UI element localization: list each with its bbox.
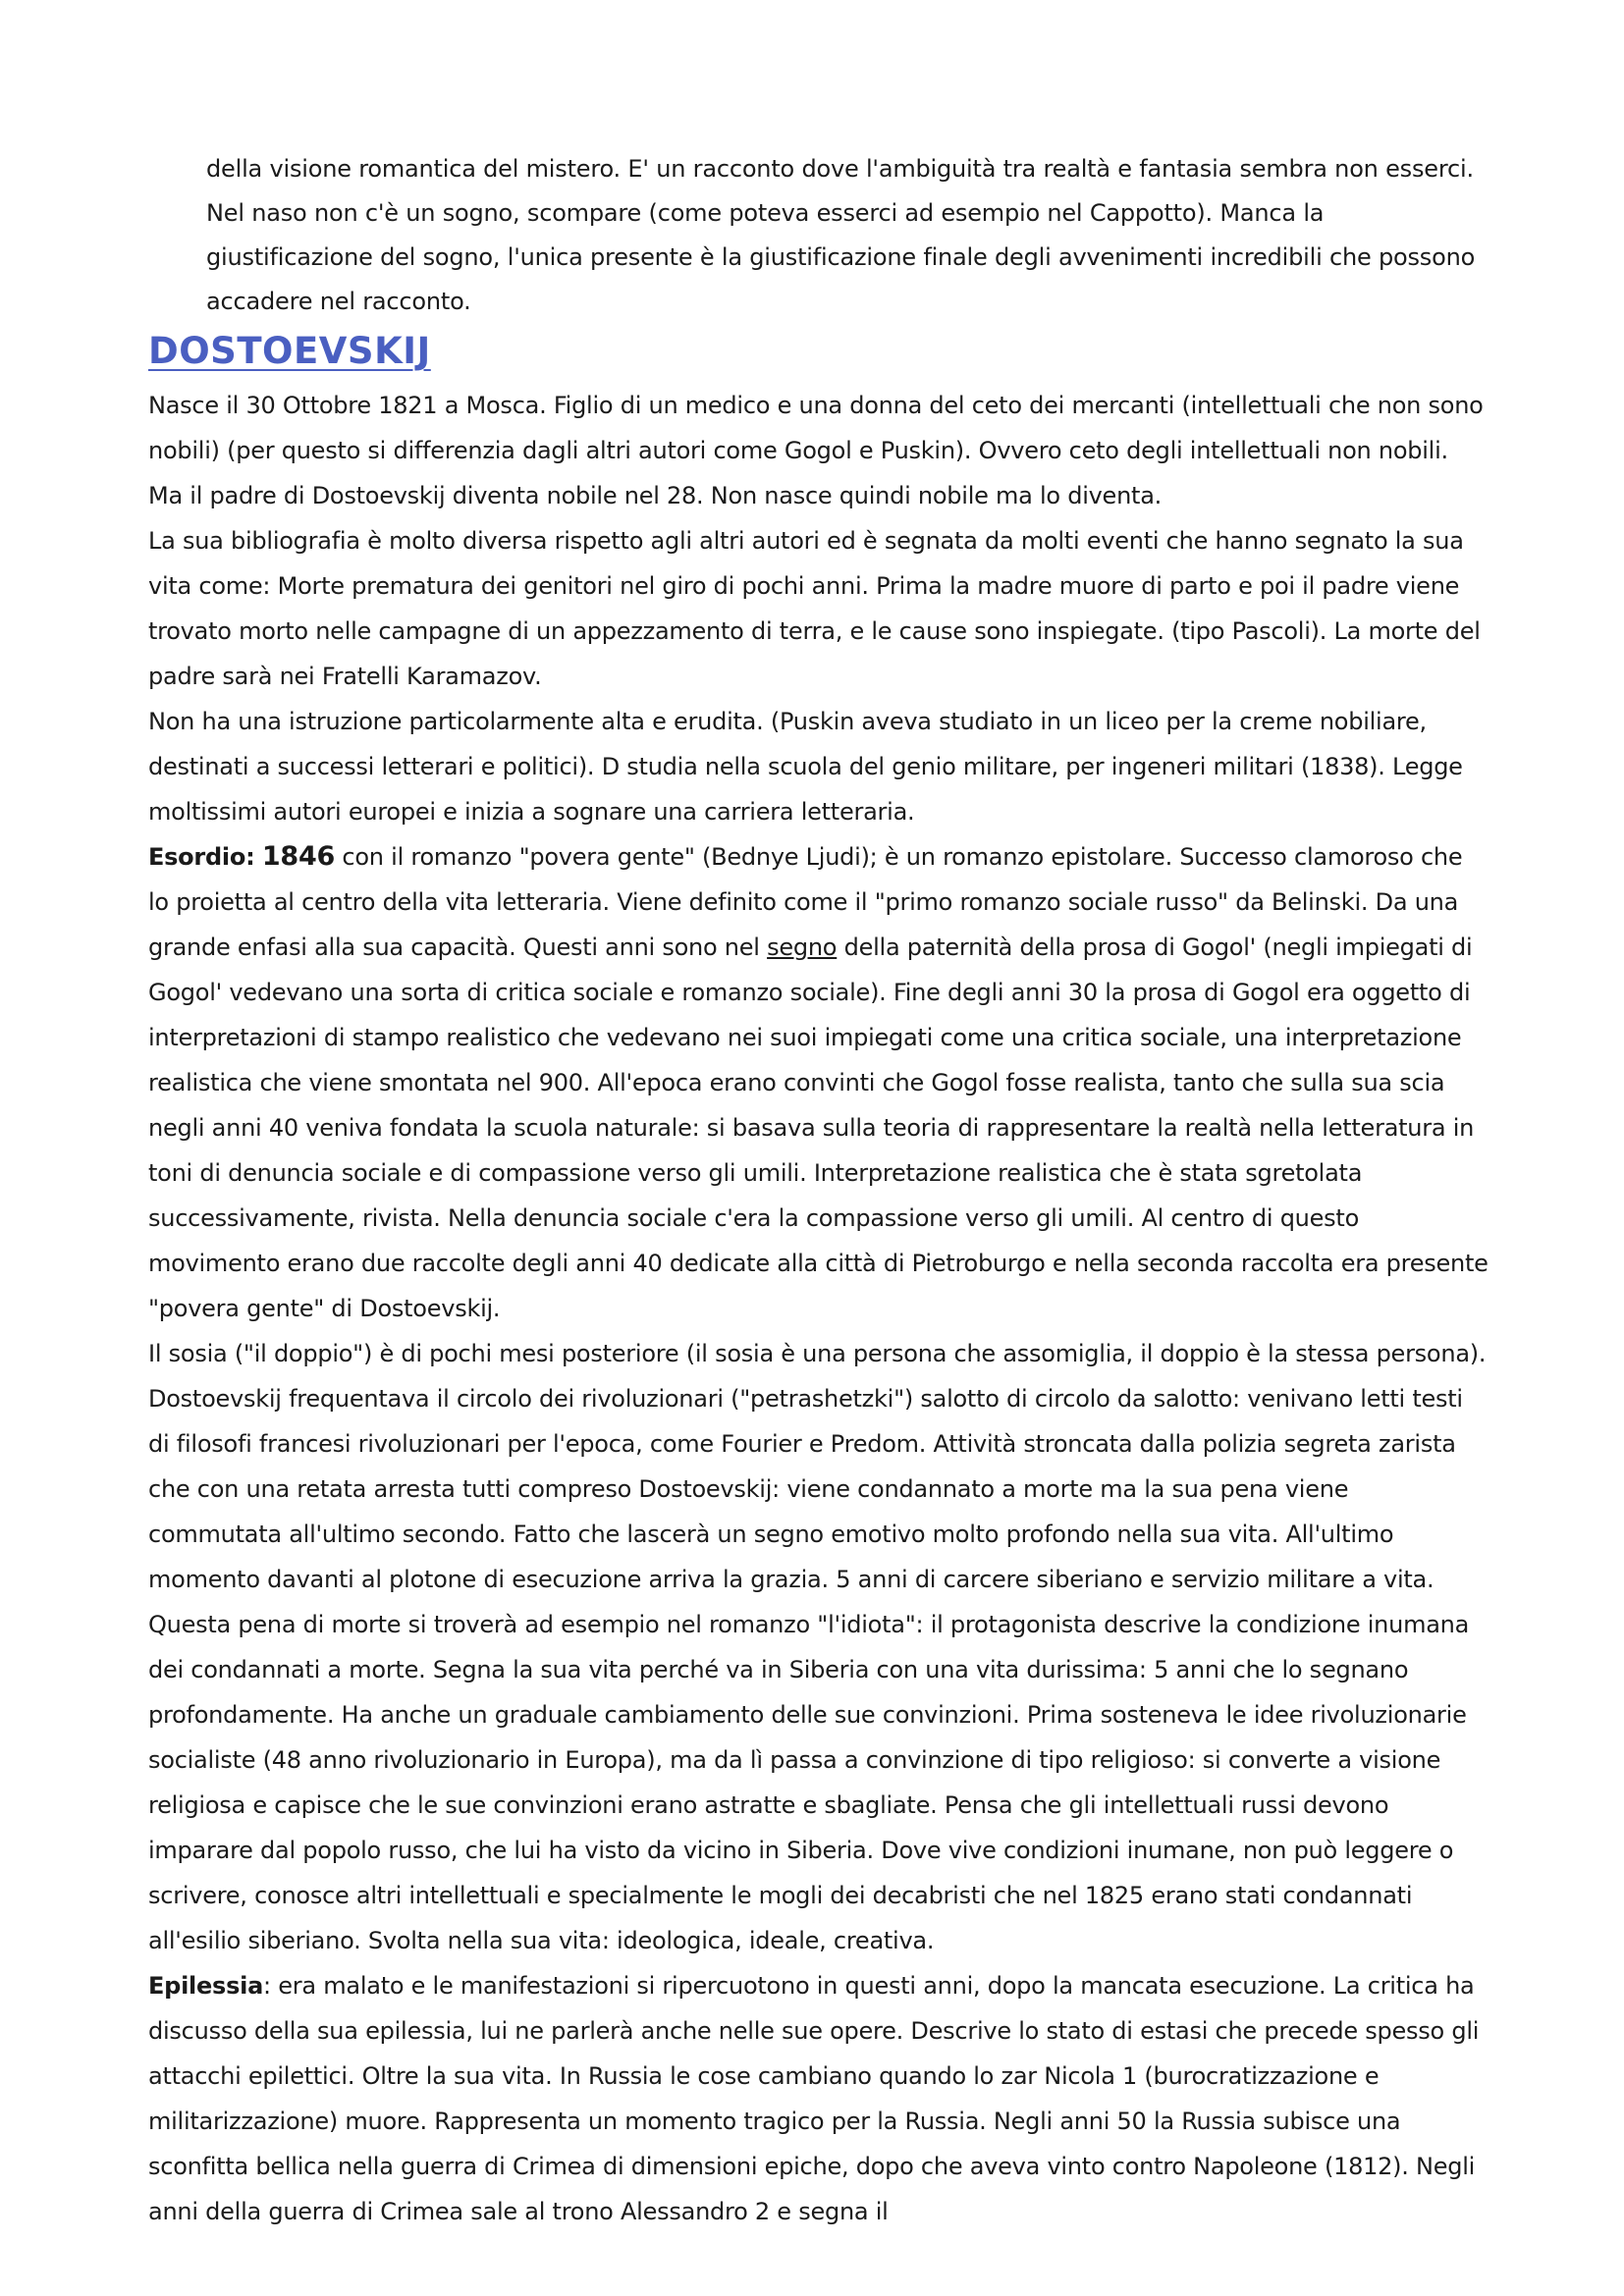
debut-label: Esordio: — [148, 843, 255, 871]
epilepsy-label: Epilessia — [148, 1972, 264, 2000]
paragraph-biography: La sua bibliografia è molto diversa rispetto agli altri autori ed è segnata da molti eventi che hanno segnato la sua vita come: Morte prematura dei genitori nel giro di pochi anni. Prima la madre muore di parto e poi il padre viene trovato morto nelle campagne di un appezzamento di terra, e le cause sono inspiegate. (tipo Pascoli). La morte del padre sarà nei Fratelli Karamazov. — [148, 527, 1481, 690]
debut-underlined-word: segno — [767, 934, 838, 961]
paragraph-education: Non ha una istruzione particolarmente alta e erudita. (Puskin aveva studiato in un liceo per la creme nobiliare, destinati a successi letterari e politici). D studia nella scuola del genio militare, per ingeneri militari (1838). Legge moltissimi autori europei e inizia a sognare una carriera letteraria. — [148, 708, 1463, 826]
epilepsy-text: : era malato e le manifestazioni si ripercuotono in questi anni, dopo la mancata esecuzione. La critica ha discusso della sua epilessia, lui ne parlerà anche nelle sue opere. Descrive lo stato di estasi che precede spesso gli attacchi epilettici. Oltre la sua vita. In Russia le cose cambiano quando lo zar Nicola 1 (burocratizzazione e militarizzazione) muore. Rappresenta un momento tragico per la Russia. Negli anni 50 la Russia subisce una sconfitta bellica nella guerra di Crimea di dimensioni epiche, dopo che aveva vinto contro Napoleone (1812). Negli anni della guerra di Crimea sale al trono Alessandro 2 e segna il — [148, 1972, 1480, 2225]
paragraph-birth: Nasce il 30 Ottobre 1821 a Mosca. Figlio di un medico e una donna del ceto dei mercanti (intellettuali che non sono nobili) (per questo si differenzia dagli altri autori come Gogol e Puskin). Ovvero ceto degli intellettuali non nobili. Ma il padre di Dostoevskij diventa nobile nel 28. Non nasce quindi nobile ma lo diventa. — [148, 392, 1484, 509]
paragraph-epilepsy — [148, 1963, 1489, 2234]
debut-year: 1846 — [261, 841, 336, 872]
paragraph-debut — [148, 834, 1489, 1331]
debut-text-a: con il romanzo "povera gente" (Bednye Ljudi); è un romanzo epistolare. Successo clamoroso che lo proietta al centro della vita letteraria. Viene definito come il "primo romanzo sociale russo" da Belinski. Da una grande enfasi alla sua capacità. Questi anni sono nel — [148, 843, 1463, 961]
intro-paragraph: della visione romantica del mistero. E' un racconto dove l'ambiguità tra realtà e fantasia sembra non esserci. Nel naso non c'è un sogno, scompare (come poteva esserci ad esempio nel Cappotto). Manca la giustificazione del sogno, l'unica presente è la giustificazione finale degli avvenimenti incredibili che possono accadere nel racconto. — [206, 155, 1476, 315]
paragraph-sosia: Il sosia ("il doppio") è di pochi mesi posteriore (il sosia è una persona che assomiglia, il doppio è la stessa persona). Dostoevskij frequentava il circolo dei rivoluzionari ("petrashetzki") salotto di circolo da salotto: venivano letti testi di filosofi francesi rivoluzionari per l'epoca, come Fourier e Predom. Attività stroncata dalla polizia segreta zarista che con una retata arresta tutti compreso Dostoevskij: viene condannato a morte ma la sua pena viene commutata all'ultimo secondo. Fatto che lascerà un segno emotivo molto profondo nella sua vita. All'ultimo momento davanti al plotone di esecuzione arriva la grazia. 5 anni di carcere siberiano e servizio militare a vita. Questa pena di morte si troverà ad esempio nel romanzo "l'idiota": il protagonista descrive la condizione inumana dei condannati a morte. Segna la sua vita perché va in Siberia con una vita durissima: 5 anni che lo segnano profondamente. Ha anche un graduale cambiamento delle sue convinzioni. Prima sosteneva le idee rivoluzionarie socialiste (48 anno rivoluzionario in Europa), ma da lì passa a convinzione di tipo religioso: si converte a visione religiosa e capisce che le sue convinzioni erano astratte e sbagliate. Pensa che gli intellettuali russi devono imparare dal popolo russo, che lui ha visto da vicino in Siberia. Dove vive condizioni inumane, non può leggere o scrivere, conosce altri intellettuali e specialmente le mogli dei decabristi che nel 1825 erano stati condannati all'esilio siberiano. Svolta nella sua vita: ideologica, ideale, creativa. — [148, 1340, 1487, 1954]
debut-text-b: della paternità della prosa di Gogol' (negli impiegati di Gogol' vedevano una sorta di critica sociale e romanzo sociale). Fine degli anni 30 la prosa di Gogol era oggetto di interpretazioni di stampo realistico che vedevano nei suoi impiegati come una critica sociale, una interpretazione realistica che viene smontata nel 900. All'epoca erano convinti che Gogol fosse realista, tanto che sulla sua scia negli anni 40 veniva fondata la scuola naturale: si basava sulla teoria di rappresentare la realtà nella letteratura in toni di denuncia sociale e di compassione verso gli umili. Interpretazione realistica che è stata sgretolata successivamente, rivista. Nella denuncia sociale c'era la compassione verso gli umili. Al centro di questo movimento erano due raccolte degli anni 40 dedicate alla città di Pietroburgo e nella seconda raccolta era presente "povera gente" di Dostoevskij. — [148, 934, 1489, 1322]
section-body — [148, 383, 1489, 2234]
section-title: DOSTOEVSKIJ — [148, 330, 431, 372]
